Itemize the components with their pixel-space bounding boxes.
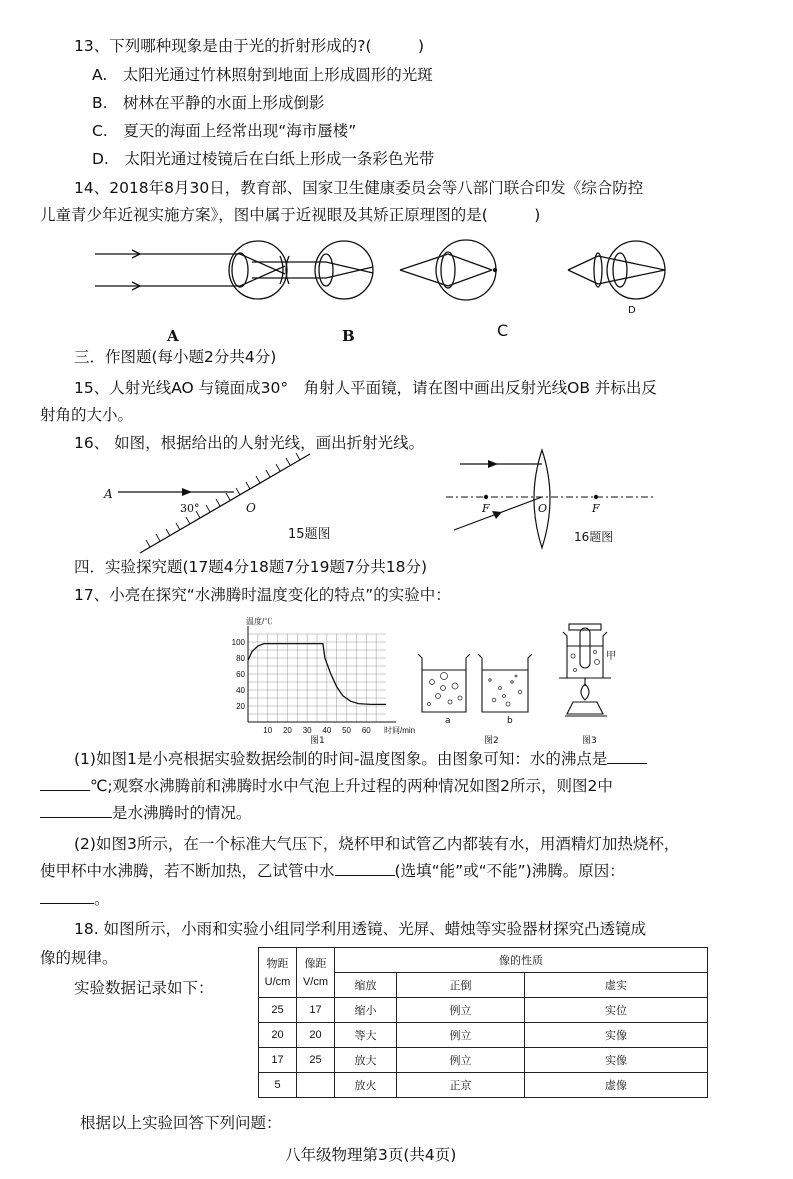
table-cell: 25 <box>259 998 297 1023</box>
table-cell: 放火 <box>335 1073 397 1098</box>
table-cell: 5 <box>259 1073 297 1098</box>
table-cell: 20 <box>259 1023 297 1048</box>
table-row <box>259 1023 708 1048</box>
q17-p2-text3: 。 <box>94 890 110 908</box>
q18-line1: 18. 如图所示，小雨和实验小组同学利用透镜、光屏、蜡烛等实验器材探究凸透镜成 <box>74 920 647 938</box>
table-cell: 实位 <box>525 998 708 1023</box>
x-tick-label: 20 <box>282 726 292 735</box>
q16-text: 16、 如图，根据给出的人射光线，画出折射光线。 <box>74 434 425 452</box>
fig2-beakers <box>414 652 539 727</box>
q13-option-b: B. 树林在平静的水面上形成倒影 <box>92 94 325 112</box>
table-header-size: 缩放 <box>335 973 397 998</box>
eye-label-c: C <box>497 321 509 340</box>
q17-p1-text1: (1)如图1是小亮根据实验数据绘制的时间-温度图象。由图象可知：水的沸点是 <box>74 750 608 768</box>
table-cell: 25 <box>297 1048 335 1073</box>
x-tick-label: 30 <box>302 726 312 735</box>
fig15-label-a: A <box>104 487 113 501</box>
eye-figure-a <box>95 241 287 299</box>
x-axis-label: 时间/min <box>384 726 416 735</box>
table-header-nature: 像的性质 <box>335 948 708 973</box>
table-header-object-distance: 物距 U/cm <box>259 948 297 998</box>
fig15-angle: 30° <box>180 502 200 515</box>
table-cell: 放大 <box>335 1048 397 1073</box>
fig15-label-o: O <box>246 501 256 515</box>
section4-title: 四．实验探究题(17题4分18题7分19题7分共18分) <box>74 558 428 576</box>
table-row <box>259 1048 708 1073</box>
y-axis-label: 温度/℃ <box>246 617 273 626</box>
table-cell: 17 <box>297 998 335 1023</box>
table-cell: 缩小 <box>335 998 397 1023</box>
table-cell: 例立 <box>397 1048 525 1073</box>
reason-blank[interactable] <box>40 889 94 904</box>
table-row <box>259 1073 708 1098</box>
eye-diagrams <box>90 240 690 322</box>
section3-title: 三．作图题(每小题2分共4分) <box>74 348 277 366</box>
q17-p2-line2 <box>40 860 625 882</box>
q18-answer-prompt: 根据以上实验回答下列问题： <box>80 1114 282 1132</box>
fig2-label-a: a <box>445 716 451 726</box>
table-header-image-distance: 像距 V/cm <box>297 948 335 998</box>
q17-p1-text2: ℃;观察水沸腾前和沸腾时水中气泡上升过程的两种情况如图2所示，则图2中 <box>90 777 613 795</box>
fig16-label-f1: F <box>482 502 490 515</box>
q13-option-c: C. 夏天的海面上经常出现“海市蜃楼” <box>92 122 357 140</box>
boiling-point-blank-cont[interactable] <box>40 776 90 791</box>
x-tick-label: 60 <box>361 726 371 735</box>
fig1-caption: 图1 <box>310 736 325 746</box>
fig2-caption: 图2 <box>484 736 499 746</box>
table-cell: 例立 <box>397 1023 525 1048</box>
eye-figure-b <box>252 241 373 299</box>
q13-option-a: A. 太阳光通过竹林照射到地面上形成圆形的光斑 <box>92 66 433 84</box>
q18-record: 实验数据记录如下： <box>74 979 214 997</box>
table-cell <box>297 1073 335 1098</box>
table-header-orientation: 正倒 <box>397 973 525 998</box>
y-tick-label: 20 <box>236 702 245 711</box>
fig16-label-o: O <box>538 502 548 515</box>
x-tick-label: 50 <box>342 726 352 735</box>
table-cell: 17 <box>259 1048 297 1073</box>
table-cell: 例立 <box>397 998 525 1023</box>
x-tick-label: 10 <box>263 726 273 735</box>
eye-label-b: B <box>342 327 355 345</box>
q13-option-d: D. 太阳光通过棱镜后在白纸上形成一条彩色光带 <box>92 150 435 168</box>
q17-intro: 17、小亮在探究“水沸腾时温度变化的特点”的实验中： <box>74 586 451 604</box>
page-footer: 八年级物理第3页(共4页) <box>285 1146 457 1164</box>
q17-p2-line3 <box>40 888 110 910</box>
q17-p1-line1 <box>74 748 647 770</box>
fig16-label-f2: F <box>592 502 600 515</box>
table-cell: 虚像 <box>525 1073 708 1098</box>
lens-data-table <box>258 947 708 1098</box>
y-tick-label: 100 <box>231 638 245 647</box>
q15-line2: 射角的大小。 <box>40 406 134 424</box>
q17-p1-text3: 是水沸腾时的情况。 <box>112 804 252 822</box>
fig16-caption: 16题图 <box>574 530 614 544</box>
table-header-real-virtual: 虚实 <box>525 973 708 998</box>
q17-p2-text2b: (选填“能”或“不能”)沸腾。原因： <box>394 862 625 880</box>
table-cell: 实像 <box>525 1048 708 1073</box>
fig3-label-jia: 甲 <box>606 651 616 662</box>
eye-figure-c <box>400 240 497 300</box>
y-tick-label: 80 <box>236 654 245 663</box>
q17-p1-line2 <box>40 775 613 797</box>
q15-line1: 15、人射光线AO 与镜面成30° 角射人平面镜，请在图中画出反射光线OB 并标出反 <box>74 379 657 397</box>
fig1-temperature-chart <box>220 617 416 738</box>
fig3-apparatus <box>555 622 625 732</box>
q14-line1: 14、2018年8月30日，教育部、国家卫生健康委员会等八部门联合印发《综合防控 <box>74 179 644 197</box>
fig16-lens <box>446 450 666 550</box>
eye-label-a: A <box>167 327 179 345</box>
y-tick-label: 60 <box>236 670 245 679</box>
x-tick-label: 40 <box>322 726 332 735</box>
fig15-caption: 15题图 <box>288 527 331 542</box>
y-tick-label: 40 <box>236 686 245 695</box>
q17-p1-line3 <box>40 802 252 824</box>
eye-label-d: D <box>628 305 636 316</box>
table-cell: 实像 <box>525 1023 708 1048</box>
q18-line2: 像的规律。 <box>40 949 118 967</box>
eye-figure-d <box>568 241 665 299</box>
boiling-point-blank[interactable] <box>607 749 647 764</box>
q17-p2-line1: (2)如图3所示，在一个标准大气压下，烧杯甲和试管乙内都装有水，用酒精灯加热烧杯， <box>74 835 680 853</box>
table-cell: 20 <box>297 1023 335 1048</box>
boiling-case-blank[interactable] <box>40 803 112 818</box>
table-cell: 等大 <box>335 1023 397 1048</box>
q14-line2: 儿童青少年近视实施方案》，图中属于近视眼及其矫正原理图的是( ) <box>40 206 541 224</box>
table-cell: 正京 <box>397 1073 525 1098</box>
table-row <box>259 998 708 1023</box>
q17-p2-text2a: 使甲杯中水沸腾，若不断加热，乙试管中水 <box>40 862 335 880</box>
can-boil-blank[interactable] <box>335 861 395 876</box>
fig3-caption: 图3 <box>582 736 597 746</box>
q13-stem: 13、下列哪种现象是由于光的折射形成的?( ) <box>74 37 425 55</box>
fig2-label-b: b <box>507 716 513 726</box>
